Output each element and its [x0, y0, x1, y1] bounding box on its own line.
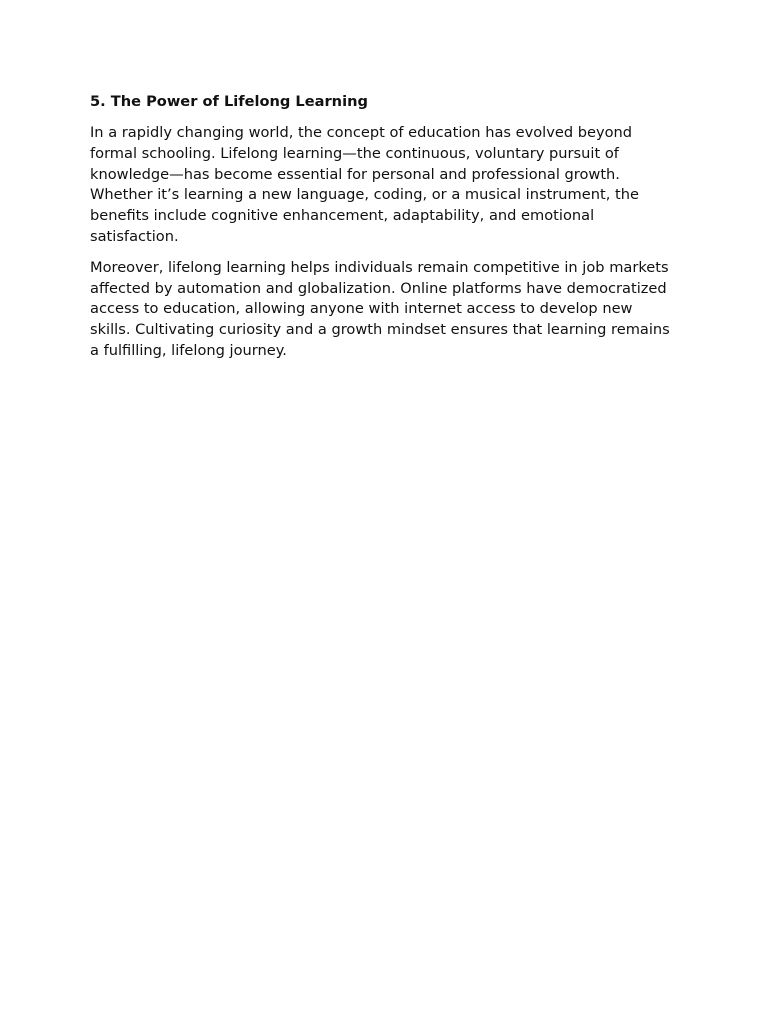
paragraph-1: In a rapidly changing world, the concept of education has evolved beyond formal schooling. Lifelong learning—the continuous, voluntary pursuit of knowledge—has become essential for personal and professional growth. Whether it’s learning a new language, coding, or a musical instrument, the benefits include cognitive enhancement, adaptability, and emotional satisfaction.	[90, 124, 639, 245]
section-heading: 5. The Power of Lifelong Learning	[90, 93, 368, 110]
document-body	[90, 92, 670, 372]
paragraph-2: Moreover, lifelong learning helps individuals remain competitive in job markets affected by automation and globalization. Online platforms have democratized access to education, allowing anyone with internet access to develop new skills. Cultivating curiosity and a growth mindset ensures that learning remains a fulfilling, lifelong journey.	[90, 258, 670, 359]
